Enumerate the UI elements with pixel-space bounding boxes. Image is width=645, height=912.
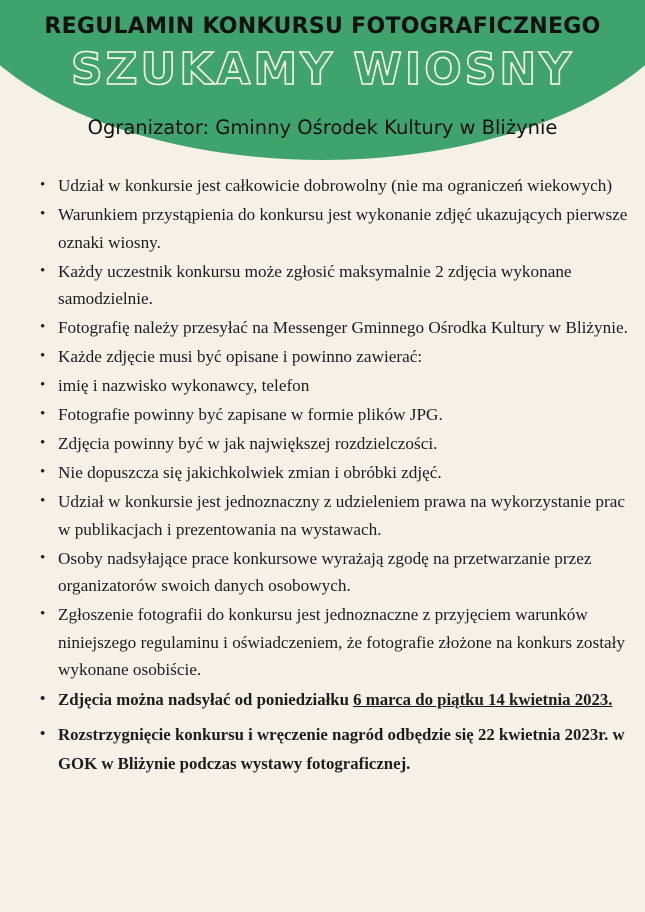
organizer-line: Ogranizator: Gminny Ośrodek Kultury w Bliżynie: [87, 116, 558, 139]
rule-text: imię i nazwisko wykonawcy, telefon: [58, 376, 310, 395]
page-title: REGULAMIN KONKURSU FOTOGRAFICZNEGO: [44, 14, 601, 39]
rule-item: [40, 401, 630, 429]
rule-text: Każdy uczestnik konkursu może zgłosić maksymalnie 2 zdjęcia wykonane samodzielnie.: [58, 261, 572, 308]
bullet-icon: •: [40, 493, 46, 509]
rule-item: [40, 459, 630, 487]
rule-item: [40, 545, 630, 600]
rule-text: Każde zdjęcie musi być opisane i powinno zawierać:: [58, 347, 423, 366]
rule-text: Zdjęcia powinny być w jak największej rozdzielczości.: [58, 434, 438, 453]
rule-text: Fotografie powinny być zapisane w formie plików JPG.: [58, 405, 443, 424]
bullet-icon: •: [40, 406, 46, 422]
rule-item: [40, 201, 630, 256]
rule-item: [40, 343, 630, 371]
rule-item: [40, 172, 630, 200]
rule-text: Nie dopuszcza się jakichkolwiek zmian i obróbki zdjęć.: [58, 463, 442, 482]
bullet-icon: •: [40, 549, 46, 566]
deadline-prefix: Zdjęcia można nadsyłać od poniedziałku: [58, 690, 354, 709]
bullet-icon: •: [40, 606, 46, 622]
bullet-icon: •: [40, 435, 46, 451]
rules-list: [40, 172, 630, 784]
rule-item: [40, 601, 630, 684]
rule-item: [40, 430, 630, 458]
deadline-rule: [40, 685, 630, 714]
bullet-icon: •: [40, 319, 46, 335]
rule-text: Osoby nadsyłające prace konkursowe wyrażają zgodę na przetwarzanie przez organizatorów swoich danych osobowych.: [58, 548, 592, 595]
rule-text: Warunkiem przystąpienia do konkursu jest wykonanie zdjęć ukazujących pierwsze oznaki wiosny.: [58, 205, 628, 252]
page-header: [0, 0, 645, 160]
bullet-icon: •: [40, 726, 46, 742]
bullet-icon: •: [40, 377, 46, 393]
rule-item: [40, 314, 630, 342]
rule-item: [40, 488, 630, 543]
rule-item: [40, 372, 630, 400]
bullet-icon: •: [40, 206, 46, 222]
bullet-icon: •: [40, 177, 46, 193]
results-text: Rozstrzygnięcie konkursu i wręczenie nagród odbędzie się 22 kwietnia 2023r. w GOK w Bliżynie podczas wystawy fotograficznej.: [58, 725, 625, 773]
results-rule: [40, 720, 630, 778]
bullet-icon: •: [40, 262, 46, 279]
rule-text: Udział w konkursie jest jednoznaczny z udzieleniem prawa na wykorzystanie prac w publikacjach i prezentowania na wystawach.: [58, 492, 625, 539]
rule-text: Udział w konkursie jest całkowicie dobrowolny (nie ma ograniczeń wiekowych): [58, 176, 613, 195]
rule-text: Fotografię należy przesyłać na Messenger Gminnego Ośrodka Kultury w Bliżynie.: [58, 318, 628, 337]
bullet-icon: •: [40, 348, 46, 364]
deadline-dates: 6 marca do piątku 14 kwietnia 2023.: [353, 690, 613, 709]
rule-item: [40, 258, 630, 313]
bullet-icon: •: [40, 464, 46, 480]
contest-name: SZUKAMY WIOSNY: [70, 44, 575, 95]
rule-text: Zgłoszenie fotografii do konkursu jest jednoznaczne z przyjęciem warunków niniejszego regulaminu i oświadczeniem, że fotografie złożone na konkurs zostały wykonane osobiście.: [58, 605, 625, 679]
bullet-icon: •: [40, 691, 46, 707]
